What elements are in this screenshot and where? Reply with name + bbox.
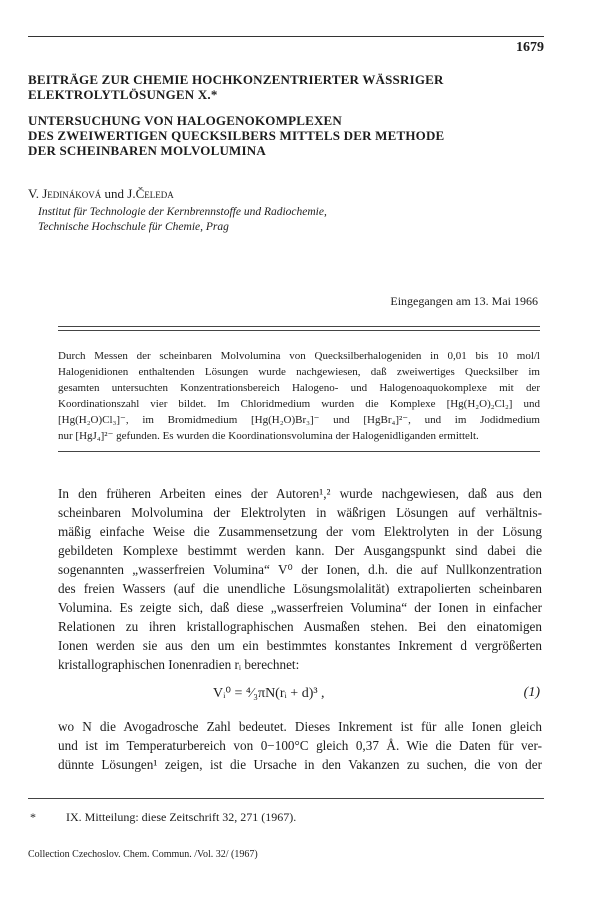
- journal-reference: Collection Czechoslov. Chem. Commun. /Vol. 32/ (1967): [28, 849, 258, 860]
- series-title-line: ELEKTROLYTLÖSUNGEN X.*: [28, 87, 218, 102]
- series-title-line: BEITRÄGE ZUR CHEMIE HOCHKONZENTRIERTER WÄSSRIGER: [28, 72, 444, 87]
- body-line: kristallographischen Ionenradien rᵢ berechnet:: [58, 657, 300, 672]
- body-line: Relationen zu ihren kristallographischen Ausmaßen stehen. Bei den einatomigen: [58, 619, 542, 634]
- body-line: Ionen werden sie aus den um ein bestimmtes konstantes Inkrement d vergrößerten: [58, 638, 542, 653]
- abstract-line: [Hg(H₂O)Cl₃]⁻, im Bromidmedium [Hg(H₂O)Br₃]⁻ und [HgBr₄]²⁻, und im Jodidmedium: [58, 414, 540, 426]
- body-line: In den früheren Arbeiten eines der Autoren¹,² wurde nachgewiesen, daß aus den: [58, 486, 542, 501]
- author-name: Čeleda: [135, 186, 174, 201]
- body-line: wo N die Avogadrosche Zahl bedeutet. Dieses Inkrement ist für alle Ionen gleich: [58, 719, 542, 734]
- article-title-line: UNTERSUCHUNG VON HALOGENOKOMPLEXEN: [28, 113, 342, 128]
- affiliation: [38, 205, 327, 235]
- body-line: dünnte Lösungen¹ zeigen, ist die Ursache in den Vakanzen zu suchen, die von der: [58, 757, 542, 772]
- article-title-line: DES ZWEIWERTIGEN QUECKSILBERS MITTELS DER METHODE: [28, 128, 445, 143]
- body-line: des freien Wassers (auf die unendliche Lösungsmolalität) extrapolierten scheinbaren: [58, 581, 542, 596]
- abstract-rule-top: [58, 330, 540, 331]
- footnote-rule: [28, 798, 544, 799]
- body-line: Volumina. Es zeigte sich, daß diese „wasserfreien Volumina“ der Ionen in einfacher: [58, 600, 542, 615]
- received-date: Eingegangen am 13. Mai 1966: [390, 294, 538, 308]
- body-line: und ist im Temperaturbereich von 0−100°C gleich 0,37 Å. Wie die Daten für ver-: [58, 738, 542, 753]
- article-title: [28, 113, 548, 158]
- abstract-line: Koordinationszahl vier bildet. Im Chloridmedium wurden die Komplexe [Hg(H₂O)₂Cl₂] und: [58, 398, 540, 410]
- body-paragraph: [58, 717, 542, 774]
- equation-number: (1): [523, 685, 540, 700]
- abstract-line: gesamten untersuchten Konzentrationsbereich Halogeno- und Halogenoaquokomplexe mit der: [58, 382, 540, 394]
- abstract-line: nur [HgJ₄]²⁻ gefunden. Es wurden die Koordinationsvolumina der Halogenidliganden ermittelt.: [58, 430, 479, 442]
- affiliation-line: Technische Hochschule für Chemie, Prag: [38, 221, 229, 233]
- series-title: [28, 72, 548, 102]
- footnote: IX. Mitteilung: diese Zeitschrift 32, 271 (1967).: [66, 810, 297, 824]
- body-line: scheinbaren Molvolumina der Elektrolyten in wäßrigen Lösungen auf verhältnis-: [58, 505, 542, 520]
- body-paragraph: [58, 484, 542, 674]
- abstract-line: Halogenidionen enthaltenden Lösungen wurde nachgewiesen, daß zweiwertiges Quecksilber im: [58, 366, 540, 378]
- header-rule: [28, 36, 544, 37]
- abstract-rule-bottom: [58, 451, 540, 452]
- abstract: [58, 348, 540, 444]
- body-line: gebildeten Komplexe bestimmt werden kann. Der Ausgangspunkt sind dabei die: [58, 543, 542, 558]
- affiliation-line: Institut für Technologie der Kernbrennstoffe und Radiochemie,: [38, 206, 327, 218]
- author-connector: und: [101, 186, 128, 201]
- footnote-mark: *: [30, 810, 36, 824]
- author-initial: J.: [127, 186, 136, 201]
- article-title-line: DER SCHEINBAREN MOLVOLUMINA: [28, 143, 266, 158]
- authors: [28, 186, 174, 202]
- body-line: mäßig einfache Weise die Zusammensetzung der vom Elektrolyten in der Lösung: [58, 524, 542, 539]
- page-number: 1679: [516, 40, 544, 55]
- author-initial: V.: [28, 186, 43, 201]
- abstract-rule-top: [58, 326, 540, 327]
- abstract-line: Durch Messen der scheinbaren Molvolumina von Quecksilberhalogeniden in 0,01 bis 10 mol/l: [58, 350, 540, 362]
- equation: Vᵢ⁰ = ⁴⁄₃πN(rᵢ + d)³ ,: [213, 686, 325, 701]
- author-name: Jedináková: [42, 186, 102, 201]
- body-line: sogenannten „wasserfreien Volumina“ V⁰ der Ionen, d.h. die auf Nullkonzentration: [58, 562, 542, 577]
